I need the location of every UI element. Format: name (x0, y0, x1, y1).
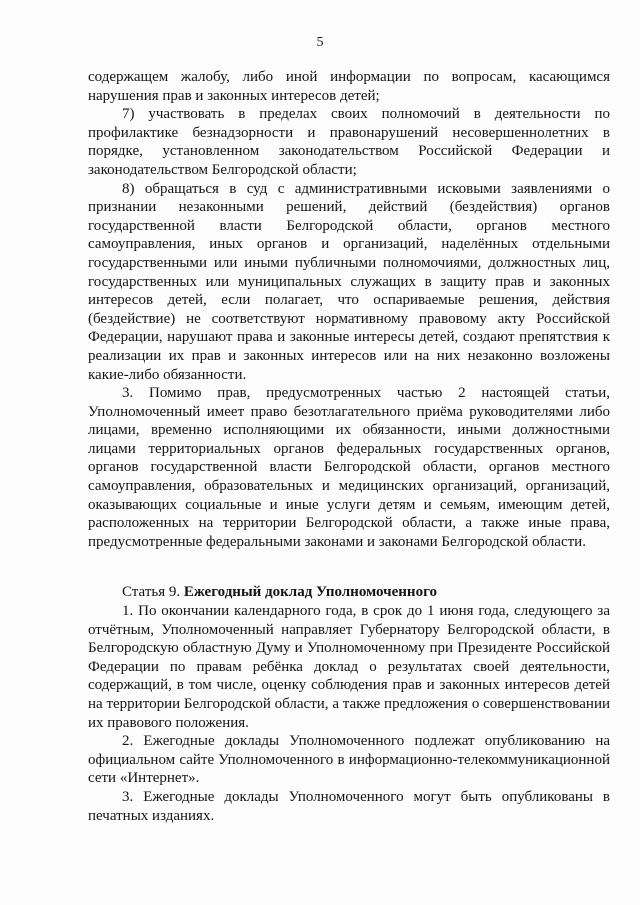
paragraph-part-3: 3. Помимо прав, предусмотренных частью 2 настоящей статьи, Уполномоченный имеет право безотлагательного приёма руководителями либо лицами, временно исполняющими их обязанности, иными должностными лицами территориальных органов федеральных государственных органов, органов государственной власти Белгородской области, органов местного самоуправления, образовательных и медицинских организаций, организаций, оказывающих социальные и иные услуги детям и семьям, имеющим детей, расположенных на территории Белгородской области, а также иные права, предусмотренные федеральными законами и законами Белгородской области. (88, 385, 610, 550)
paragraph-item-7: 7) участвовать в пределах своих полномочий в деятельности по профилактике безнадзорности и правонарушений несовершеннолетних в порядке, установленном законодательством Российской Федерации и законодательством Белгородской области; (88, 106, 610, 178)
paragraph-continuation: содержащем жалобу, либо иной информации по вопросам, касающимся нарушения прав и законных интересов детей; (88, 69, 610, 104)
section-spacer (88, 551, 610, 583)
page-number: 5 (316, 35, 324, 50)
article-paragraph-3: 3. Ежегодные доклады Уполномоченного могут быть опубликованы в печатных изданиях. (88, 788, 610, 824)
paragraph-item-8: 8) обращаться в суд с административными исковыми заявлениями о признании незаконными решений, действий (бездействия) органов государственной власти Белгородской области, органов местного самоуправления, иных органов и организаций, наделённых отдельными государственными или иными публичными полномочиями, должностных лиц, государственных или муниципальных служащих в защиту прав и законных интересов детей, если полагает, что оспариваемые решения, действия (бездействие) не соответствуют нормативному правовому акту Российской Федерации, нарушают права и законные интересы детей, создают препятствия к реализации их прав и законных интересов или на них незаконно возложены какие-либо обязанности. (88, 180, 610, 383)
article-heading (88, 583, 610, 602)
article-paragraph-2: 2. Ежегодные доклады Уполномоченного подлежат опубликованию на официальном сайте Уполномоченного в информационно-телекоммуникационной сети «Интернет». (88, 733, 610, 787)
article-paragraph-1: 1. По окончании календарного года, в срок до 1 июня года, следующего за отчётным, Уполномоченный направляет Губернатору Белгородской области, в Белгородскую областную Думу и Уполномоченному при Президенте Российской Федерации по правам ребёнка доклад о результатах своей деятельности, содержащий, в том числе, оценку соблюдения прав и законных интересов детей на территории Белгородской области, а также предложения о совершенствовании их правового положения. (88, 603, 610, 731)
document-body (88, 68, 610, 825)
article-heading-prefix: Статья 9. (122, 584, 184, 601)
article-heading-title: Ежегодный доклад Уполномоченного (183, 584, 438, 601)
